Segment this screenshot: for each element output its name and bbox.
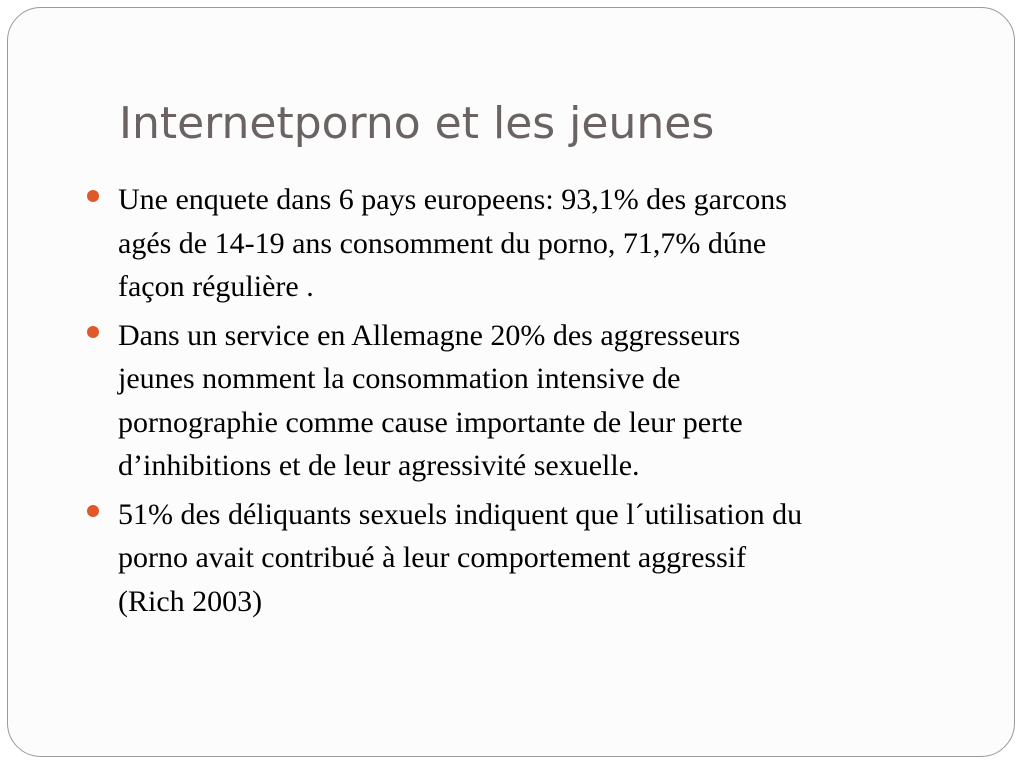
bullet-text-line: agés de 14-19 ans consomment du porno, 71,7% dúne [118, 226, 767, 260]
bullet-text-line: Une enquete dans 6 pays europeens: 93,1% des garcons [118, 183, 787, 216]
bullet-item [118, 178, 948, 309]
slide-title: Internetporno et les jeunes [119, 98, 715, 149]
bullet-dot-icon [87, 190, 99, 202]
bullet-dot-icon [87, 326, 99, 338]
slide-frame [7, 7, 1015, 757]
bullet-text-line: porno avait contribué à leur comportement aggressif [118, 541, 747, 574]
bullet-text-line: pornographie comme cause importante de leur perte [118, 405, 743, 439]
bullet-text-line: 51% des déliquants sexuels indiquent que l´utilisation du [118, 497, 803, 531]
bullet-list [118, 178, 948, 628]
bullet-item [118, 493, 948, 624]
bullet-text-line: Dans un service en Allemagne 20% des aggresseurs [118, 318, 741, 352]
bullet-text-line: (Rich 2003) [118, 584, 263, 618]
bullet-text-line: façon régulière . [118, 270, 314, 303]
bullet-item [118, 314, 948, 488]
bullet-text-line: jeunes nomment la consommation intensive de [118, 362, 681, 395]
bullet-dot-icon [87, 505, 99, 517]
bullet-text-line: d’inhibitions et de leur agressivité sexuelle. [118, 449, 640, 482]
